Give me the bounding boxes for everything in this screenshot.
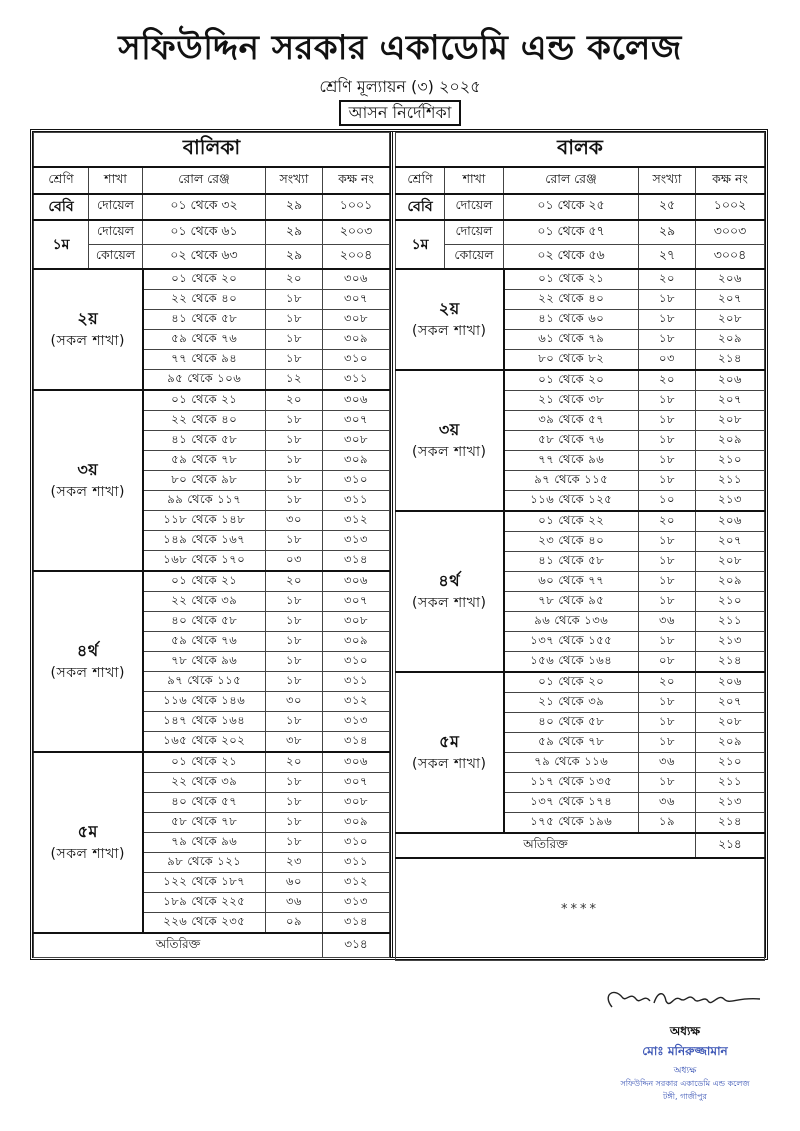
- room-cell: ৩১৩: [323, 712, 390, 732]
- col-class-header: শ্রেণি: [396, 167, 445, 194]
- room-cell: ২১১: [696, 471, 765, 491]
- roll-range-cell: ৪১ থেকে ৫৮: [504, 552, 639, 572]
- roll-range-cell: ০১ থেকে ৩২: [143, 194, 266, 220]
- room-cell: ৩০৯: [323, 451, 390, 471]
- roll-range-cell: ৬০ থেকে ৭৭: [504, 572, 639, 592]
- roll-range-cell: ৫৮ থেকে ৭৬: [504, 431, 639, 451]
- roll-range-cell: ০১ থেকে ৬১: [143, 220, 266, 245]
- seat-plan-frame: [30, 129, 768, 960]
- room-cell: ৩০৮: [323, 612, 390, 632]
- section-cell: দোয়েল: [89, 220, 143, 245]
- class-label: ৪র্থ: [438, 570, 461, 590]
- column-header-row: [34, 167, 390, 194]
- count-cell: ০৯: [266, 913, 323, 934]
- count-cell: ১৮: [266, 531, 323, 551]
- handwritten-signature: [600, 985, 770, 1017]
- table-row: [34, 194, 390, 220]
- count-cell: ১৮: [639, 532, 696, 552]
- section-cell: দোয়েল: [89, 194, 143, 220]
- class-cell: ১ম: [396, 220, 445, 269]
- stamp-location: টঙ্গী, গাজীপুর: [663, 1092, 707, 1101]
- table-row: [34, 390, 390, 411]
- count-cell: ১৮: [266, 632, 323, 652]
- room-cell: ১০০২: [696, 194, 765, 220]
- section-title-row: [34, 133, 390, 168]
- column-header-row: [396, 167, 765, 194]
- class-cell: ১ম: [34, 220, 89, 269]
- count-cell: ১৮: [266, 712, 323, 732]
- class-label: ৪র্থ: [76, 640, 99, 660]
- room-cell: ৩১৪: [323, 913, 390, 934]
- count-cell: ২৯: [639, 220, 696, 245]
- roll-range-cell: ০১ থেকে ২০: [143, 269, 266, 290]
- room-cell: ২০৭: [696, 532, 765, 552]
- official-stamp: [590, 1043, 780, 1104]
- roll-range-cell: ২১ থেকে ৩৯: [504, 693, 639, 713]
- institution-title: সফিউদ্দিন সরকার একাডেমি এন্ড কলেজ: [118, 28, 682, 68]
- count-cell: ১৮: [266, 310, 323, 330]
- room-cell: ৩১১: [323, 370, 390, 391]
- count-cell: ২৯: [266, 220, 323, 245]
- roll-range-cell: ৫৯ থেকে ৭৮: [504, 733, 639, 753]
- roll-range-cell: ৪১ থেকে ৬০: [504, 310, 639, 330]
- count-cell: ২০: [266, 752, 323, 773]
- room-cell: ২১৪: [696, 652, 765, 673]
- roll-range-cell: ৭৯ থেকে ৯৬: [143, 833, 266, 853]
- all-sections-label: (সকল শাখা): [50, 332, 125, 349]
- count-cell: ৩৬: [639, 753, 696, 773]
- class-group-cell: [396, 269, 504, 370]
- count-cell: ১৮: [266, 833, 323, 853]
- roll-range-cell: ৪০ থেকে ৫৭: [143, 793, 266, 813]
- room-cell: ৩০৭: [323, 290, 390, 310]
- section-cell: দোয়েল: [445, 220, 504, 245]
- count-cell: ৩৮: [266, 732, 323, 753]
- count-cell: ২০: [639, 269, 696, 290]
- room-cell: ৩১১: [323, 853, 390, 873]
- section-title: বালক: [396, 133, 765, 168]
- room-cell: ৩১০: [323, 833, 390, 853]
- roll-range-cell: ৯৭ থেকে ১১৫: [143, 672, 266, 692]
- room-cell: ২১০: [696, 451, 765, 471]
- room-cell: ৩০০৩: [696, 220, 765, 245]
- room-cell: ৩১০: [323, 350, 390, 370]
- col-count-header: সংখ্যা: [639, 167, 696, 194]
- filler-stars: ****: [396, 858, 765, 961]
- roll-range-cell: ০১ থেকে ২০: [504, 370, 639, 391]
- count-cell: ২০: [266, 269, 323, 290]
- room-cell: ৩০৮: [323, 431, 390, 451]
- room-cell: ২১৪: [696, 350, 765, 371]
- roll-range-cell: ১৬৫ থেকে ২০২: [143, 732, 266, 753]
- roll-range-cell: ২২ থেকে ৩৯: [143, 592, 266, 612]
- room-cell: ২০০৩: [323, 220, 390, 245]
- count-cell: ১৮: [639, 330, 696, 350]
- class-group-cell: [396, 511, 504, 672]
- room-cell: ৩০৭: [323, 773, 390, 793]
- roll-range-cell: ৭৮ থেকে ৯৬: [143, 652, 266, 672]
- room-cell: ৩০৬: [323, 752, 390, 773]
- roll-range-cell: ০১ থেকে ৫৭: [504, 220, 639, 245]
- room-cell: ২১১: [696, 612, 765, 632]
- room-cell: ২১৩: [696, 632, 765, 652]
- roll-range-cell: ৪০ থেকে ৫৮: [143, 612, 266, 632]
- all-sections-label: (সকল শাখা): [412, 322, 487, 339]
- count-cell: ১৮: [639, 773, 696, 793]
- roll-range-cell: ৮০ থেকে ৯৮: [143, 471, 266, 491]
- roll-range-cell: ০১ থেকে ২০: [504, 672, 639, 693]
- count-cell: ১৮: [639, 632, 696, 652]
- roll-range-cell: ৯৭ থেকে ১১৫: [504, 471, 639, 491]
- count-cell: ১২: [266, 370, 323, 391]
- count-cell: ২৩: [266, 853, 323, 873]
- roll-range-cell: ২২ থেকে ৩৯: [143, 773, 266, 793]
- room-cell: ২০৮: [696, 310, 765, 330]
- count-cell: ১৮: [266, 431, 323, 451]
- class-group-cell: [396, 370, 504, 511]
- col-class-header: শ্রেণি: [34, 167, 89, 194]
- room-cell: ২০০৪: [323, 245, 390, 270]
- table-row: [34, 571, 390, 592]
- room-cell: ১০০১: [323, 194, 390, 220]
- class-cell: বেবি: [34, 194, 89, 220]
- table-row: [396, 220, 765, 245]
- roll-range-cell: ৫৯ থেকে ৭৬: [143, 330, 266, 350]
- room-cell: ২০৯: [696, 431, 765, 451]
- count-cell: ২৭: [639, 245, 696, 270]
- col-section-header: শাখা: [89, 167, 143, 194]
- count-cell: ৬০: [266, 873, 323, 893]
- count-cell: ১৮: [639, 431, 696, 451]
- extra-row: [396, 833, 765, 858]
- table-row: [396, 511, 765, 532]
- count-cell: ১৮: [639, 411, 696, 431]
- room-cell: ৩০৭: [323, 411, 390, 431]
- count-cell: ১৮: [266, 793, 323, 813]
- signature-block: [590, 985, 780, 1104]
- room-cell: ৩০৮: [323, 310, 390, 330]
- table-row: [34, 269, 390, 290]
- count-cell: ১৮: [266, 491, 323, 511]
- room-cell: ২০৬: [696, 269, 765, 290]
- roll-range-cell: ১১৮ থেকে ১৪৮: [143, 511, 266, 531]
- roll-range-cell: ৯৫ থেকে ১০৬: [143, 370, 266, 391]
- all-sections-label: (সকল শাখা): [50, 664, 125, 681]
- room-cell: ২১১: [696, 773, 765, 793]
- table-row: [34, 220, 390, 245]
- count-cell: ১৮: [266, 652, 323, 672]
- room-cell: ৩১১: [323, 491, 390, 511]
- roll-range-cell: ৯৬ থেকে ১৩৬: [504, 612, 639, 632]
- section-title: বালিকা: [34, 133, 390, 168]
- signatory-role: অধ্যক্ষ: [669, 1024, 701, 1038]
- extra-room-cell: ২১৪: [696, 833, 765, 858]
- roll-range-cell: ১৭৫ থেকে ১৯৬: [504, 813, 639, 834]
- count-cell: ১৮: [639, 592, 696, 612]
- roll-range-cell: ৭৮ থেকে ৯৫: [504, 592, 639, 612]
- room-cell: ৩০৬: [323, 571, 390, 592]
- all-sections-label: (সকল শাখা): [50, 845, 125, 862]
- exam-subtitle: শ্রেণি মূল্যায়ন (৩) ২০২৫: [319, 77, 481, 96]
- roll-range-cell: ৪০ থেকে ৫৮: [504, 713, 639, 733]
- boys-table: [395, 132, 765, 961]
- count-cell: ১৮: [266, 813, 323, 833]
- count-cell: ০৩: [639, 350, 696, 371]
- room-cell: ৩১২: [323, 511, 390, 531]
- room-cell: ৩১১: [323, 672, 390, 692]
- roll-range-cell: ১৫৬ থেকে ১৬৪: [504, 652, 639, 673]
- room-cell: ২০৬: [696, 672, 765, 693]
- col-room-header: কক্ষ নং: [696, 167, 765, 194]
- class-label: ৫ম: [77, 821, 98, 841]
- section-cell: কোয়েল: [445, 245, 504, 270]
- roll-range-cell: ১৩৭ থেকে ১৫৫: [504, 632, 639, 652]
- count-cell: ২০: [266, 571, 323, 592]
- extra-room-cell: ৩১৪: [323, 933, 390, 958]
- class-label: ৫ম: [439, 731, 460, 751]
- room-cell: ২০৮: [696, 713, 765, 733]
- roll-range-cell: ০১ থেকে ২১: [504, 269, 639, 290]
- count-cell: ২৯: [266, 194, 323, 220]
- roll-range-cell: ১৬৮ থেকে ১৭০: [143, 551, 266, 572]
- roll-range-cell: ১৪৭ থেকে ১৬৪: [143, 712, 266, 732]
- room-cell: ২০৬: [696, 511, 765, 532]
- class-label: ৩য়: [438, 419, 460, 439]
- count-cell: ১৮: [266, 612, 323, 632]
- room-cell: ৩১৪: [323, 732, 390, 753]
- room-cell: ২০৭: [696, 693, 765, 713]
- count-cell: ২৯: [266, 245, 323, 270]
- count-cell: ১৮: [266, 672, 323, 692]
- class-label: ২য়: [77, 308, 99, 328]
- count-cell: ৩০: [266, 511, 323, 531]
- roll-range-cell: ২২৬ থেকে ২৩৫: [143, 913, 266, 934]
- class-group-cell: [34, 571, 143, 752]
- table-row: [396, 194, 765, 220]
- room-cell: ২০৭: [696, 391, 765, 411]
- count-cell: ১৮: [639, 471, 696, 491]
- extra-label: অতিরিক্ত: [34, 933, 323, 958]
- room-cell: ২০৭: [696, 290, 765, 310]
- room-cell: ৩০৯: [323, 330, 390, 350]
- count-cell: ১৮: [639, 572, 696, 592]
- section-title-row: [396, 133, 765, 168]
- all-sections-label: (সকল শাখা): [412, 755, 487, 772]
- roll-range-cell: ৬১ থেকে ৭৯: [504, 330, 639, 350]
- roll-range-cell: ০২ থেকে ৫৬: [504, 245, 639, 270]
- class-label: ২য়: [438, 298, 460, 318]
- roll-range-cell: ০১ থেকে ২২: [504, 511, 639, 532]
- stamp-role: অধ্যক্ষ: [673, 1066, 697, 1076]
- class-group-cell: [34, 390, 143, 571]
- room-cell: ২০৮: [696, 411, 765, 431]
- count-cell: ৩৬: [639, 793, 696, 813]
- extra-row: [34, 933, 390, 958]
- roll-range-cell: ১১৬ থেকে ১২৫: [504, 491, 639, 512]
- stamp-name: মোঃ মনিরুজ্জামান: [642, 1044, 728, 1058]
- class-group-cell: [396, 672, 504, 833]
- count-cell: ১৮: [266, 773, 323, 793]
- col-section-header: শাখা: [445, 167, 504, 194]
- count-cell: ৩০: [266, 692, 323, 712]
- roll-range-cell: ৯৯ থেকে ১১৭: [143, 491, 266, 511]
- count-cell: ২০: [639, 672, 696, 693]
- room-cell: ৩১২: [323, 692, 390, 712]
- roll-range-cell: ২১ থেকে ৩৮: [504, 391, 639, 411]
- col-count-header: সংখ্যা: [266, 167, 323, 194]
- room-cell: ৩০৮: [323, 793, 390, 813]
- roll-range-cell: ০১ থেকে ২১: [143, 390, 266, 411]
- count-cell: ১৮: [266, 350, 323, 370]
- col-room-header: কক্ষ নং: [323, 167, 390, 194]
- room-cell: ৩০৯: [323, 632, 390, 652]
- count-cell: ১৮: [266, 592, 323, 612]
- room-cell: ২০৮: [696, 552, 765, 572]
- roll-range-cell: ১২২ থেকে ১৮৭: [143, 873, 266, 893]
- table-row: [396, 370, 765, 391]
- roll-range-cell: ৩৯ থেকে ৫৭: [504, 411, 639, 431]
- count-cell: ১৮: [639, 733, 696, 753]
- count-cell: ০৮: [639, 652, 696, 673]
- section-cell: কোয়েল: [89, 245, 143, 270]
- extra-label: অতিরিক্ত: [396, 833, 696, 858]
- all-sections-label: (সকল শাখা): [412, 594, 487, 611]
- count-cell: ০৩: [266, 551, 323, 572]
- roll-range-cell: ৮০ থেকে ৮২: [504, 350, 639, 371]
- roll-range-cell: ১১৬ থেকে ১৪৬: [143, 692, 266, 712]
- girls-table: [33, 132, 390, 958]
- count-cell: ১৮: [266, 290, 323, 310]
- room-cell: ২০৯: [696, 733, 765, 753]
- class-cell: বেবি: [396, 194, 445, 220]
- count-cell: ১৮: [639, 693, 696, 713]
- count-cell: ১৮: [266, 330, 323, 350]
- room-cell: ২০৯: [696, 330, 765, 350]
- roll-range-cell: ২২ থেকে ৪০: [504, 290, 639, 310]
- roll-range-cell: ৫৮ থেকে ৭৮: [143, 813, 266, 833]
- col-roll-range-header: রোল রেঞ্জ: [143, 167, 266, 194]
- table-row: [396, 245, 765, 270]
- count-cell: ১৮: [266, 471, 323, 491]
- roll-range-cell: ১১৭ থেকে ১৩৫: [504, 773, 639, 793]
- roll-range-cell: ০১ থেকে ২১: [143, 752, 266, 773]
- room-cell: ৩১২: [323, 873, 390, 893]
- roll-range-cell: ১৪৯ থেকে ১৬৭: [143, 531, 266, 551]
- roll-range-cell: ২২ থেকে ৪০: [143, 411, 266, 431]
- count-cell: ১৮: [639, 310, 696, 330]
- roll-range-cell: ২২ থেকে ৪০: [143, 290, 266, 310]
- roll-range-cell: ৫৯ থেকে ৭৮: [143, 451, 266, 471]
- room-cell: ৩১৩: [323, 531, 390, 551]
- roll-range-cell: ৪১ থেকে ৫৮: [143, 310, 266, 330]
- class-label: ৩য়: [77, 459, 99, 479]
- room-cell: ৩০৬: [323, 390, 390, 411]
- section-cell: দোয়েল: [445, 194, 504, 220]
- room-cell: ৩১৩: [323, 893, 390, 913]
- roll-range-cell: ৭৭ থেকে ৯৪: [143, 350, 266, 370]
- room-cell: ২১৪: [696, 813, 765, 834]
- count-cell: ১৮: [639, 290, 696, 310]
- roll-range-cell: ০২ থেকে ৬৩: [143, 245, 266, 270]
- count-cell: ১৮: [639, 391, 696, 411]
- count-cell: ২০: [266, 390, 323, 411]
- roll-range-cell: ২৩ থেকে ৪০: [504, 532, 639, 552]
- boys-section: [395, 132, 765, 957]
- table-row: [396, 672, 765, 693]
- count-cell: ২০: [639, 511, 696, 532]
- room-cell: ৩০৬: [323, 269, 390, 290]
- count-cell: ১৮: [639, 552, 696, 572]
- count-cell: ১০: [639, 491, 696, 512]
- room-cell: ৩০৭: [323, 592, 390, 612]
- room-cell: ৩১০: [323, 652, 390, 672]
- room-cell: ২১৩: [696, 793, 765, 813]
- col-roll-range-header: রোল রেঞ্জ: [504, 167, 639, 194]
- girls-section: [33, 132, 393, 957]
- room-cell: ২০৬: [696, 370, 765, 391]
- room-cell: ৩১০: [323, 471, 390, 491]
- filler-row: [396, 858, 765, 961]
- count-cell: ৩৬: [639, 612, 696, 632]
- roll-range-cell: ৭৭ থেকে ৯৬: [504, 451, 639, 471]
- stamp-institution: সফিউদ্দিন সরকার একাডেমি এন্ড কলেজ: [620, 1079, 750, 1088]
- roll-range-cell: ১৮৯ থেকে ২২৫: [143, 893, 266, 913]
- count-cell: ৩৬: [266, 893, 323, 913]
- roll-range-cell: ৯৮ থেকে ১২১: [143, 853, 266, 873]
- roll-range-cell: ৭৯ থেকে ১১৬: [504, 753, 639, 773]
- room-cell: ২০৯: [696, 572, 765, 592]
- roll-range-cell: ৪১ থেকে ৫৮: [143, 431, 266, 451]
- document-title-box: আসন নির্দেশিকা: [339, 100, 462, 126]
- table-row: [34, 752, 390, 773]
- room-cell: ২১৩: [696, 491, 765, 512]
- room-cell: ৩০০৪: [696, 245, 765, 270]
- room-cell: ৩০৯: [323, 813, 390, 833]
- count-cell: ২০: [639, 370, 696, 391]
- table-row: [396, 269, 765, 290]
- roll-range-cell: ০১ থেকে ২৫: [504, 194, 639, 220]
- count-cell: ২৫: [639, 194, 696, 220]
- all-sections-label: (সকল শাখা): [412, 443, 487, 460]
- count-cell: ১৮: [266, 451, 323, 471]
- room-cell: ২১০: [696, 592, 765, 612]
- count-cell: ১৯: [639, 813, 696, 834]
- all-sections-label: (সকল শাখা): [50, 483, 125, 500]
- room-cell: ৩১৪: [323, 551, 390, 572]
- class-group-cell: [34, 752, 143, 933]
- roll-range-cell: ১৩৭ থেকে ১৭৪: [504, 793, 639, 813]
- roll-range-cell: ০১ থেকে ২১: [143, 571, 266, 592]
- count-cell: ১৮: [266, 411, 323, 431]
- roll-range-cell: ৫৯ থেকে ৭৬: [143, 632, 266, 652]
- count-cell: ১৮: [639, 713, 696, 733]
- class-group-cell: [34, 269, 143, 390]
- room-cell: ২১০: [696, 753, 765, 773]
- count-cell: ১৮: [639, 451, 696, 471]
